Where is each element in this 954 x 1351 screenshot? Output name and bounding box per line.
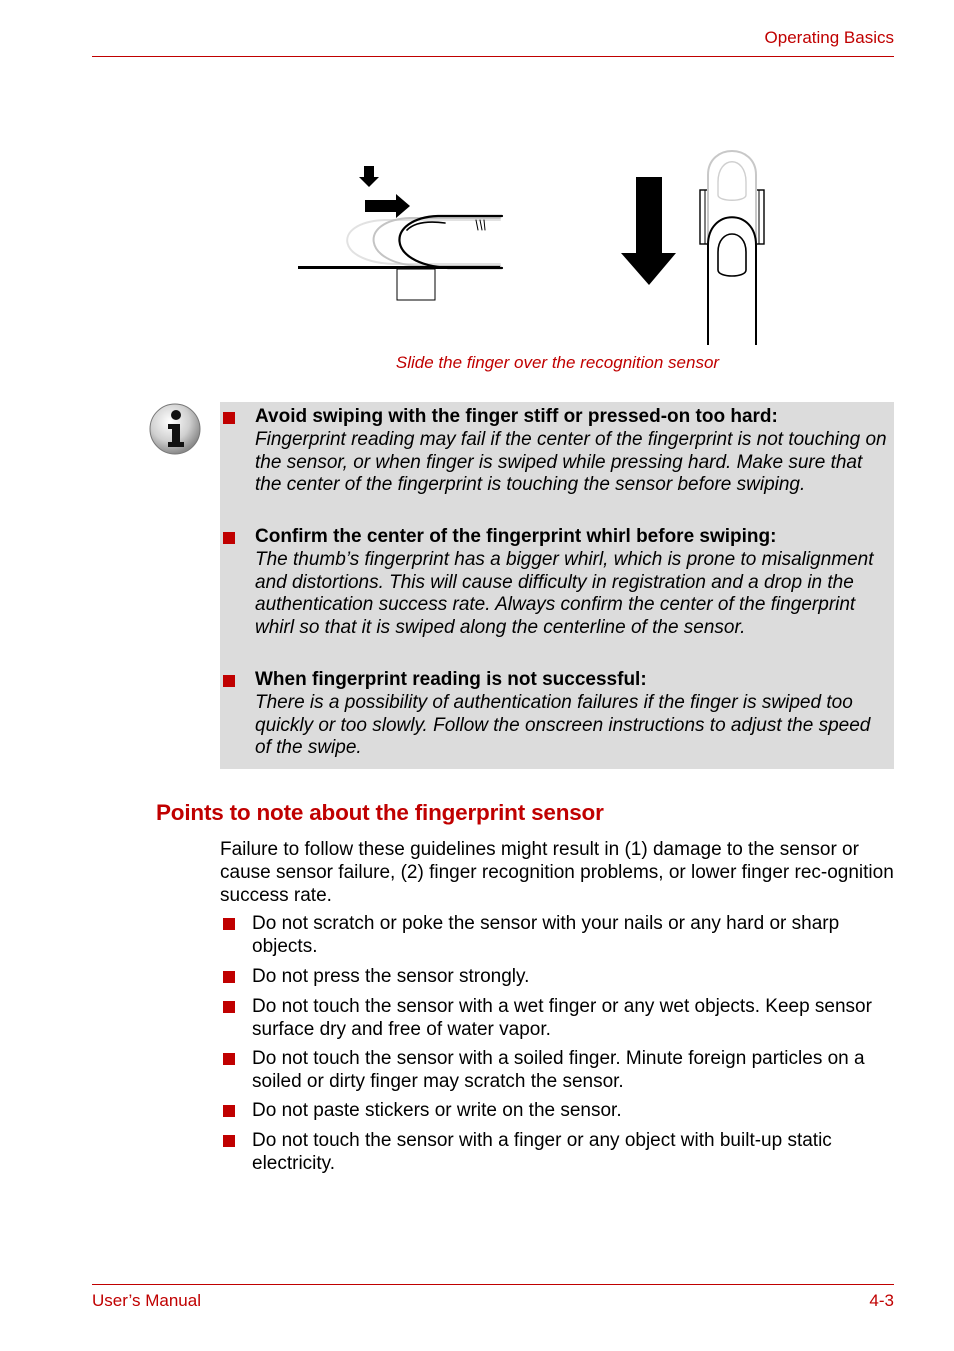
list-item-text: Do not paste stickers or write on the sensor. (252, 1100, 622, 1121)
bullet-square-icon (223, 1001, 235, 1013)
note-body: Fingerprint reading may fail if the center of the fingerprint is not touching on the sensor, or when finger is swiped while pressing hard. Make sure that the center of the fingerprint is touching the sensor before swiping. (255, 428, 887, 496)
swipe-down-arrow-icon (621, 177, 676, 285)
fingerprint-swipe-illustration (290, 140, 770, 350)
header-rule (92, 56, 894, 57)
note-body: There is a possibility of authentication failures if the finger is swiped too quickly or too slowly. Follow the onscreen instructions to adjust the speed of the swipe. (255, 691, 871, 759)
note-title: Confirm the center of the fingerprint whirl before swiping: (255, 526, 777, 547)
top-view-finger (700, 151, 764, 345)
bullet-square-icon (223, 1105, 235, 1117)
bullet-square-icon (223, 532, 235, 544)
bullet-square-icon (223, 918, 235, 930)
side-view-finger (347, 216, 502, 268)
page-header-title: Operating Basics (764, 28, 894, 47)
note-body: The thumb’s fingerprint has a bigger whirl, which is prone to misalignment and distortions. This will cause difficulty in registration and a drop in the authentication success rate. Always confirm the center of the fingerprint whirl so that it is swiped along the centerline of the sensor. (255, 548, 874, 639)
note-title: When fingerprint reading is not successful: (255, 669, 647, 690)
footer-rule (92, 1284, 894, 1285)
press-arrow-icon (359, 166, 379, 187)
list-item-text: Do not touch the sensor with a wet finger or any wet objects. Keep sensor surface dry and free of water vapor. (252, 996, 872, 1040)
note-title: Avoid swiping with the finger stiff or pressed-on too hard: (255, 406, 778, 427)
footer-page-number: 4-3 (869, 1291, 894, 1310)
list-item-text: Do not press the sensor strongly. (252, 966, 530, 987)
list-item-text: Do not scratch or poke the sensor with your nails or any hard or sharp objects. (252, 913, 840, 957)
sensor-block (397, 269, 435, 300)
bullet-square-icon (223, 675, 235, 687)
figure-caption: Slide the finger over the recognition sensor (395, 353, 720, 372)
note-box (220, 402, 894, 769)
bullet-square-icon (223, 1135, 235, 1147)
section-heading: Points to note about the fingerprint sensor (156, 800, 604, 825)
list-item-text: Do not touch the sensor with a finger or any object with built-up static electricity. (252, 1130, 832, 1174)
footer-manual-title: User’s Manual (92, 1291, 201, 1310)
bullet-square-icon (223, 1053, 235, 1065)
list-item-text: Do not touch the sensor with a soiled finger. Minute foreign particles on a soiled or dirty finger may scratch the sensor. (252, 1048, 865, 1092)
bullet-square-icon (223, 412, 235, 424)
slide-arrow-icon (365, 194, 410, 218)
info-icon (148, 402, 202, 456)
bullet-square-icon (223, 971, 235, 983)
section-intro: Failure to follow these guidelines might result in (1) damage to the sensor or cause sensor failure, (2) finger recognition problems, or lower finger rec-ognition success rate. (220, 839, 894, 906)
